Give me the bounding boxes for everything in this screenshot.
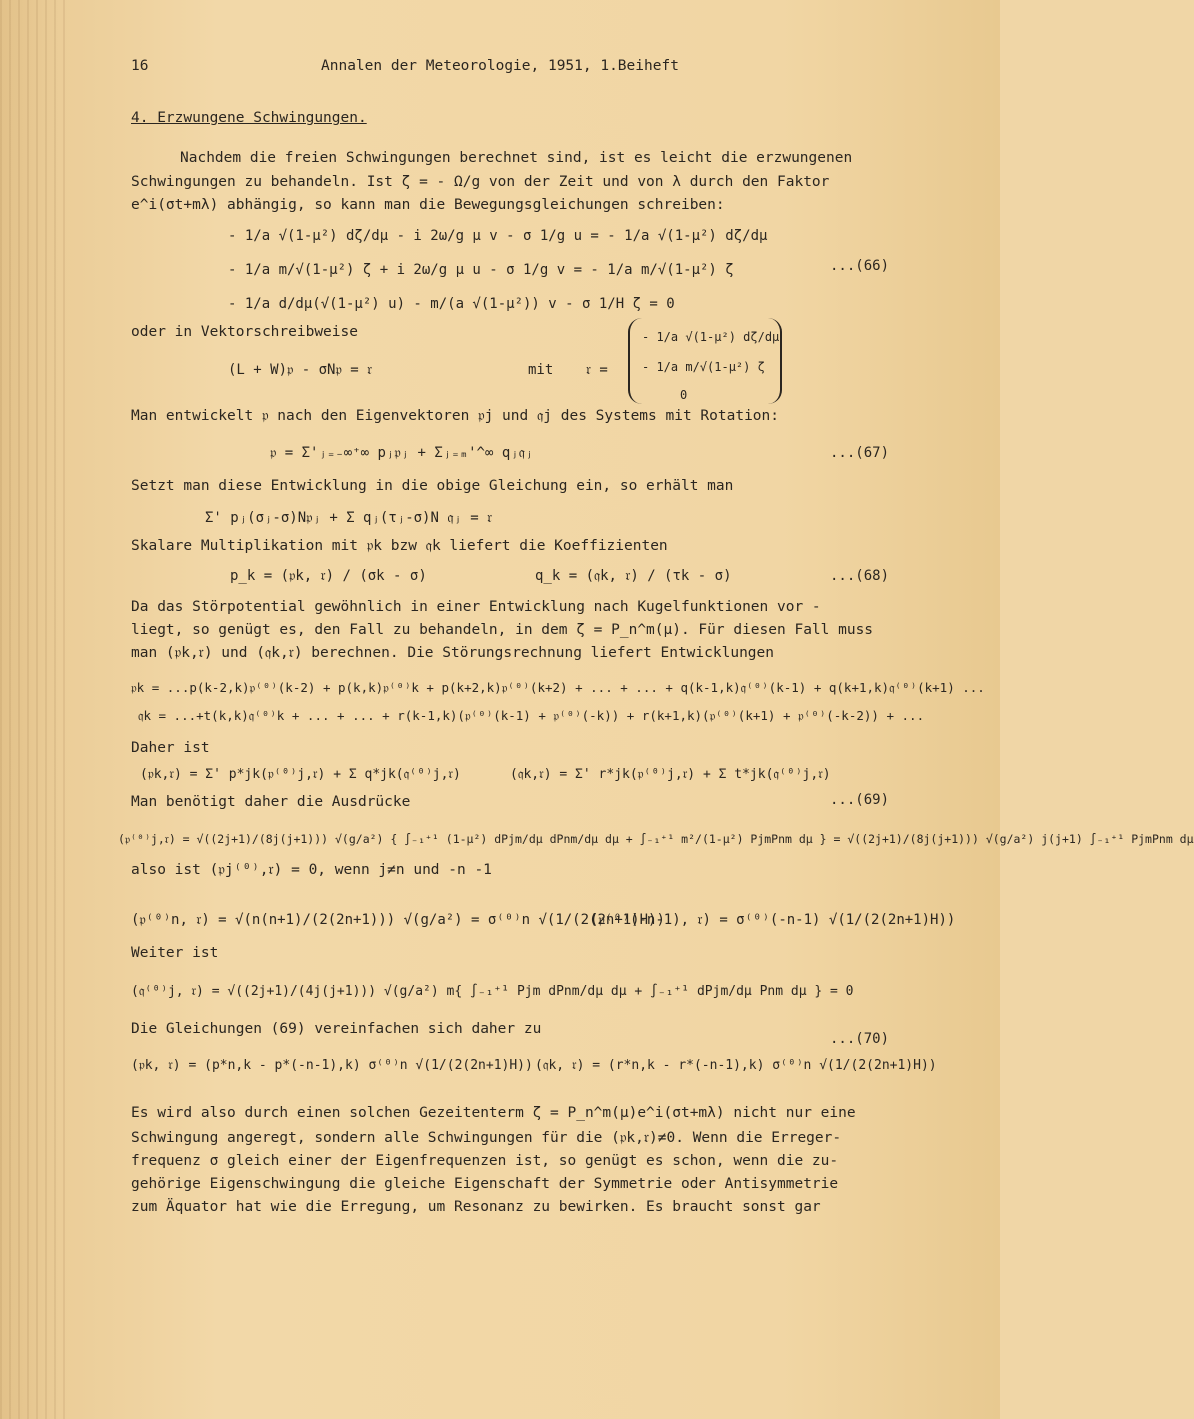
paragraph-line: Schwingung angeregt, sondern alle Schwingungen für die (𝔭k,𝔯)≠0. Wenn die Erreger- bbox=[131, 1130, 842, 1146]
equation-68-q: q_k = (𝔮k, 𝔯) / (τk - σ) bbox=[535, 568, 732, 584]
equation-69-left: (𝔭k,𝔯) = Σ' p*jk(𝔭⁽⁰⁾j,𝔯) + Σ q*jk(𝔮⁽⁰⁾j,𝔯) bbox=[140, 767, 461, 782]
paragraph-line: Schwingungen zu behandeln. Ist ζ = - Ω/g von der Zeit und von λ durch den Faktor bbox=[131, 174, 830, 190]
equation-69-right: (𝔮k,𝔯) = Σ' r*jk(𝔭⁽⁰⁾j,𝔯) + Σ t*jk(𝔮⁽⁰⁾j,𝔯) bbox=[510, 767, 831, 782]
equation-66-line1: - 1/a √(1-μ²) dζ/dμ - i 2ω/g μ v - σ 1/g u = - 1/a √(1-μ²) dζ/dμ bbox=[228, 228, 768, 244]
section-title: 4. Erzwungene Schwingungen. bbox=[131, 110, 367, 126]
expression-q-j: (𝔮⁽⁰⁾j, 𝔯) = √((2j+1)/(4j(j+1))) √(g/a²) m{ ∫₋₁⁺¹ Pjm dPnm/dμ dμ + ∫₋₁⁺¹ dPjm/dμ Pnm dμ } = 0 bbox=[131, 984, 854, 999]
journal-title: Annalen der Meteorologie, 1951, 1.Beiheft bbox=[321, 58, 679, 74]
page-number: 16 bbox=[131, 58, 149, 74]
vector-equation: (L + W)𝔭 - σN𝔭 = 𝔯 bbox=[228, 362, 373, 378]
expression-p-j: (𝔭⁽⁰⁾j,𝔯) = √((2j+1)/(8j(j+1))) √(g/a²) { ∫₋₁⁺¹ (1-μ²) dPjm/dμ dPnm/dμ dμ + ∫₋₁⁺¹ m²/(1-μ²) PjmPnm dμ } = √((2j+1)/(8j(j+1))) √(g/a²) j(j+1) ∫₋₁⁺¹ PjmPnm dμ bbox=[118, 832, 1194, 846]
equation-number-68: ...(68) bbox=[830, 568, 890, 584]
equation-number-69: ...(69) bbox=[830, 792, 890, 808]
paragraph-line: Setzt man diese Entwicklung in die obige Gleichung ein, so erhält man bbox=[131, 478, 734, 494]
r-vector-label: 𝔯 = bbox=[586, 362, 608, 378]
paragraph-line: Nachdem die freien Schwingungen berechnet sind, ist es leicht die erzwungenen bbox=[180, 150, 853, 166]
paragraph-line: man (𝔭k,𝔯) und (𝔮k,𝔯) berechnen. Die Störungsrechnung liefert Entwicklungen bbox=[131, 645, 774, 661]
paragraph-line: Man benötigt daher die Ausdrücke bbox=[131, 794, 411, 810]
equation-66-line2: - 1/a m/√(1-μ²) ζ + i 2ω/g μ u - σ 1/g v = - 1/a m/√(1-μ²) ζ bbox=[228, 262, 734, 278]
r-component-2: - 1/a m/√(1-μ²) ζ bbox=[642, 360, 765, 374]
equation-66-line3: - 1/a d/dμ(√(1-μ²) u) - m/(a √(1-μ²)) v - σ 1/H ζ = 0 bbox=[228, 296, 675, 312]
expression-p-n: (𝔭⁽⁰⁾n, 𝔯) = √(n(n+1)/(2(2n+1))) √(g/a²) = σ⁽⁰⁾n √(1/(2(2n+1)H)) bbox=[131, 912, 665, 928]
paragraph-line: also ist (𝔭j⁽⁰⁾,𝔯) = 0, wenn j≠n und -n -1 bbox=[131, 862, 492, 878]
equation-68-p: p_k = (𝔭k, 𝔯) / (σk - σ) bbox=[230, 568, 427, 584]
paragraph-line: Daher ist bbox=[131, 740, 210, 756]
equation-number-70: ...(70) bbox=[830, 1031, 890, 1047]
equation-70-left: (𝔭k, 𝔯) = (p*n,k - p*(-n-1),k) σ⁽⁰⁾n √(1/(2(2n+1)H)) bbox=[131, 1058, 533, 1073]
paragraph-line: gehörige Eigenschwingung die gleiche Eigenschaft der Symmetrie oder Antisymmetrie bbox=[131, 1176, 839, 1192]
equation-67: 𝔭 = Σ'ⱼ₌₋∞⁺∞ pⱼ𝔭ⱼ + Σⱼ₌ₘ'^∞ qⱼ𝔮ⱼ bbox=[270, 445, 534, 461]
book-binding-shadow bbox=[0, 0, 70, 1419]
r-component-3: 0 bbox=[680, 388, 688, 402]
paragraph-line: Da das Störpotential gewöhnlich in einer Entwicklung nach Kugelfunktionen vor - bbox=[131, 599, 821, 615]
paragraph-line: Es wird also durch einen solchen Gezeitenterm ζ = P_n^m(μ)e^i(σt+mλ) nicht nur eine bbox=[131, 1105, 856, 1121]
paragraph-line: Die Gleichungen (69) vereinfachen sich daher zu bbox=[131, 1021, 542, 1037]
paragraph-line: Man entwickelt 𝔭 nach den Eigenvektoren 𝔭j und 𝔮j des Systems mit Rotation: bbox=[131, 408, 779, 424]
mit-label: mit bbox=[528, 362, 554, 378]
r-component-1: - 1/a √(1-μ²) dζ/dμ bbox=[642, 330, 780, 344]
paragraph-line: frequenz σ gleich einer der Eigenfrequenzen ist, so genügt es schon, wenn die zu- bbox=[131, 1153, 839, 1169]
expansion-q: 𝔮k = ...+t(k,k)𝔮⁽⁰⁾k + ... + ... + r(k-1,k)(𝔭⁽⁰⁾(k-1) + 𝔭⁽⁰⁾(-k)) + r(k+1,k)(𝔭⁽⁰⁾(k+1) + 𝔭⁽⁰⁾(-k-2)) + ... bbox=[138, 708, 925, 723]
paragraph-line: e^i(σt+mλ) abhängig, so kann man die Bewegungsgleichungen schreiben: bbox=[131, 197, 725, 213]
equation-number-67: ...(67) bbox=[830, 445, 890, 461]
paragraph-line: oder in Vektorschreibweise bbox=[131, 324, 358, 340]
expansion-p: 𝔭k = ...p(k-2,k)𝔭⁽⁰⁾(k-2) + p(k,k)𝔭⁽⁰⁾k + p(k+2,k)𝔭⁽⁰⁾(k+2) + ... + ... + q(k-1,k)𝔮⁽⁰⁾(k-1) + q(k+1,k)𝔮⁽⁰⁾(k+1) ... bbox=[131, 680, 985, 695]
paragraph-line: Skalare Multiplikation mit 𝔭k bzw 𝔮k liefert die Koeffizienten bbox=[131, 538, 668, 554]
paragraph-line: liegt, so genügt es, den Fall zu behandeln, in dem ζ = P_n^m(μ). Für diesen Fall muss bbox=[131, 622, 874, 638]
expression-p-n-minus-1: (𝔭⁽⁰⁾(-n-1), 𝔯) = σ⁽⁰⁾(-n-1) √(1/(2(2n+1)H)) bbox=[590, 912, 956, 928]
paragraph-line: zum Äquator hat wie die Erregung, um Resonanz zu bewirken. Es braucht sonst gar bbox=[131, 1199, 821, 1215]
equation-number-66: ...(66) bbox=[830, 258, 890, 274]
paragraph-line: Weiter ist bbox=[131, 945, 219, 961]
substituted-equation: Σ' pⱼ(σⱼ-σ)N𝔭ⱼ + Σ qⱼ(τⱼ-σ)N 𝔮ⱼ = 𝔯 bbox=[205, 510, 493, 526]
equation-70-right: (𝔮k, 𝔯) = (r*n,k - r*(-n-1),k) σ⁽⁰⁾n √(1/(2(2n+1)H)) bbox=[535, 1058, 937, 1073]
